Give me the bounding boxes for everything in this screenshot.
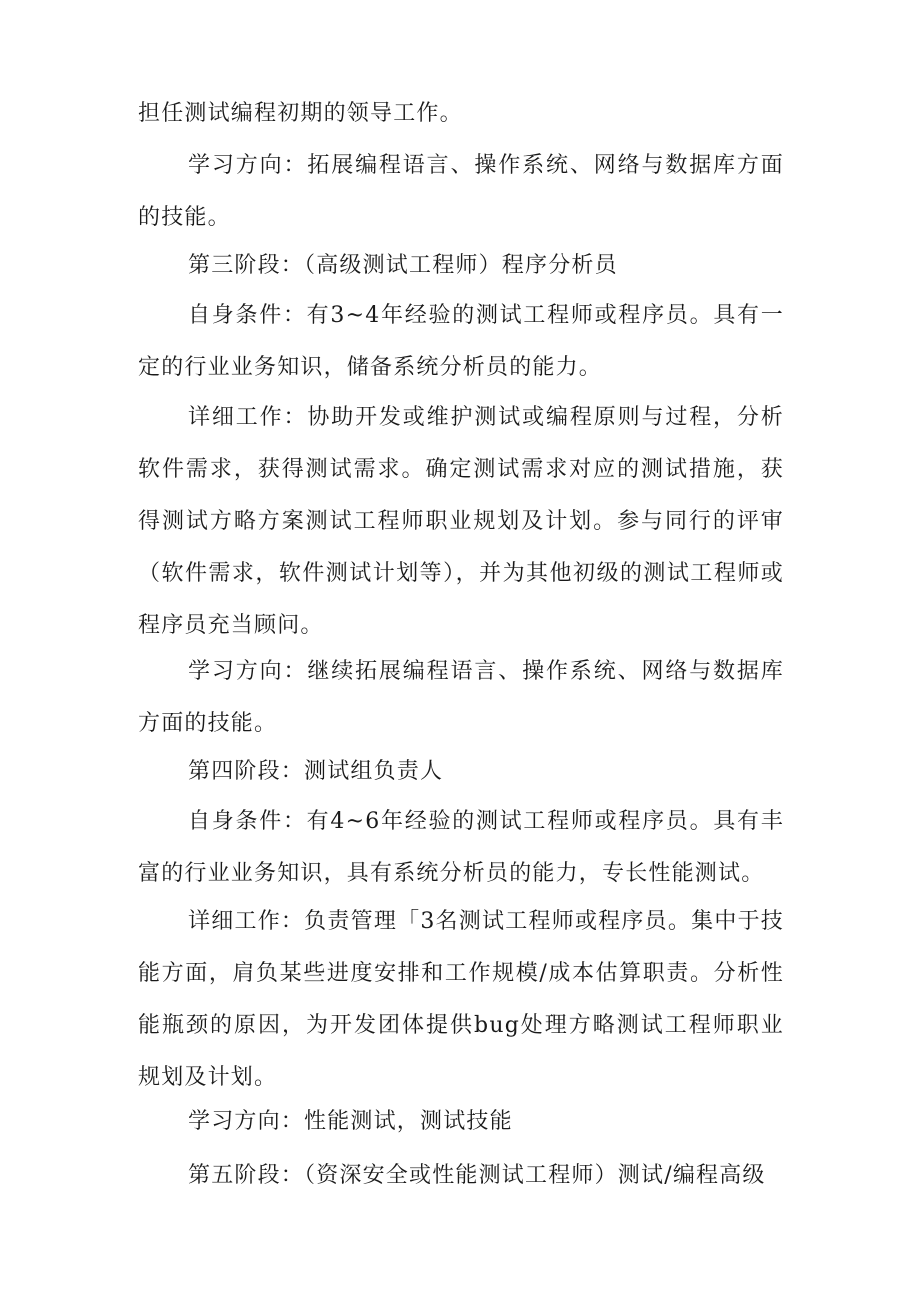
paragraph-learning-direction-4: 学习方向：性能测试，测试技能 <box>188 1109 513 1134</box>
paragraph-detailed-work-4: 详细工作：负责管理「3名测试工程师或程序员。集中于技能方面，肩负某些进度安排和工作规模/成本估算职责。分析性能瓶颈的原因，为开发团体提供bug处理方略测试工程师职业规划及计划。 <box>138 909 784 1090</box>
section-heading-stage-4: 第四阶段：测试组负责人 <box>188 759 444 784</box>
paragraph-detailed-work-3: 详细工作：协助开发或维护测试或编程原则与过程，分析软件需求，获得测试需求。确定测试需求对应的测试措施，获得测试方略方案测试工程师职业规划及计划。参与同行的评审（软件需求，软件测试计划等），并为其他初级的测试工程师或程序员充当顾问。 <box>138 405 784 638</box>
paragraph-learning-direction-1: 学习方向：拓展编程语言、操作系统、网络与数据库方面的技能。 <box>138 153 784 230</box>
section-heading-stage-3: 第三阶段：（高级测试工程师）程序分析员 <box>188 253 618 278</box>
paragraph-continuation: 担任测试编程初期的领导工作。 <box>138 101 463 126</box>
section-heading-stage-5: 第五阶段：（资深安全或性能测试工程师）测试/编程高级 <box>188 1163 766 1188</box>
paragraph-learning-direction-3: 学习方向：继续拓展编程语言、操作系统、网络与数据库方面的技能。 <box>138 659 784 736</box>
paragraph-self-conditions-3: 自身条件：有3~4年经验的测试工程师或程序员。具有一定的行业业务知识，储备系统分析员的能力。 <box>138 303 784 380</box>
paragraph-self-conditions-4: 自身条件：有4~6年经验的测试工程师或程序员。具有丰富的行业业务知识，具有系统分析员的能力，专长性能测试。 <box>138 809 784 886</box>
